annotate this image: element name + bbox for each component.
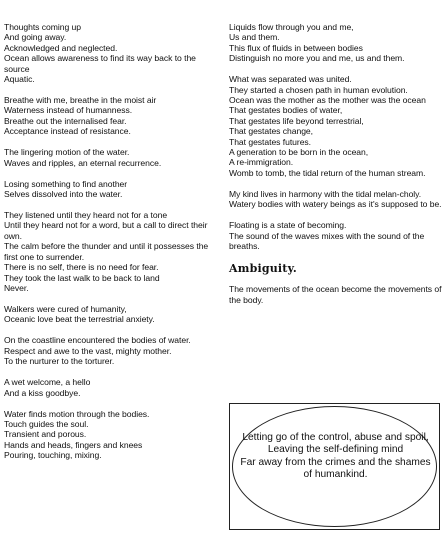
section-heading: Ambiguity. — [229, 262, 297, 276]
poem-line: Letting go of the control, abuse and spoil, — [242, 432, 429, 443]
stanza — [4, 377, 220, 398]
poem-line: They listened until they heard not for a tone — [4, 210, 168, 221]
poem-line: Transient and porous. — [4, 429, 87, 440]
poem-line: That gestates futures. — [229, 136, 312, 147]
poem-line: Waves and ripples, an eternal recurrence. — [4, 157, 162, 168]
poem-line: Never. — [4, 282, 29, 293]
stanza — [4, 95, 220, 137]
poem-line: My kind lives in harmony with the tidal melan-choly. — [229, 188, 422, 199]
poem-line: That gestates change, — [229, 126, 313, 137]
stanza — [229, 189, 442, 210]
stanza — [4, 335, 220, 366]
poem-line: Womb to tomb, the tidal return of the human stream. — [229, 167, 426, 178]
poem-line: Acceptance instead of resistance. — [4, 126, 131, 137]
poem-line: They took the last walk to be back to land — [4, 272, 160, 283]
poem-line: A re-immigration. — [229, 157, 294, 168]
stanza — [229, 220, 442, 251]
stanza — [4, 210, 220, 293]
poem-line: Losing something to find another — [4, 178, 128, 189]
poem-line: The calm before the thunder and until it possesses the first one to surrender. — [4, 241, 209, 262]
stanza — [229, 22, 442, 64]
poem-line: The lingering motion of the water. — [4, 147, 130, 158]
poem-line: A generation to be born in the ocean, — [229, 147, 369, 158]
quote-box — [229, 403, 440, 530]
poem-line: This flux of fluids in between bodies — [229, 42, 363, 53]
stanza — [229, 74, 442, 178]
quote-text — [240, 432, 431, 482]
poem-line: Pouring, touching, mixing. — [4, 450, 102, 461]
poem-line: Touch guides the soul. — [4, 418, 89, 429]
poem-line: Acknowledged and neglected. — [4, 42, 118, 53]
stanza — [4, 304, 220, 325]
poem-line: Breathe out the internalised fear. — [4, 115, 127, 126]
poem-line: They started a chosen path in human evolution. — [229, 84, 408, 95]
poem-line: Respect and awe to the vast, mighty mother. — [4, 345, 172, 356]
poem-line: Liquids flow through you and me, — [229, 22, 354, 32]
poem-line: That gestates bodies of water, — [229, 105, 343, 116]
poem-line: Floating is a state of becoming. — [229, 220, 347, 231]
poem-line: Oceanic love beat the terrestrial anxiety. — [4, 314, 155, 325]
poem-line: Selves dissolved into the water. — [4, 189, 123, 200]
poem-line: That gestates life beyond terrestrial, — [229, 115, 364, 126]
left-column — [4, 22, 220, 471]
poem-line: There is no self, there is no need for fear. — [4, 262, 159, 273]
poem-line: Watery bodies with watery beings as it's supposed to be. — [229, 199, 442, 210]
poem-line: Thoughts coming up — [4, 22, 81, 32]
poem-line: Ocean allows awareness to find its way back to the source — [4, 53, 196, 74]
right-stanzas — [229, 22, 442, 252]
poem-line: Waterness instead of humanness. — [4, 105, 133, 116]
poem-line: Water finds motion through the bodies. — [4, 408, 150, 419]
poem-line: Ocean was the mother as the mother was the ocean — [229, 95, 426, 106]
poem-line: The movements of the ocean become the movements of the body. — [229, 284, 442, 305]
poem-line: And a kiss goodbye. — [4, 387, 81, 398]
poem-line: Hands and heads, fingers and knees — [4, 439, 143, 450]
right-column — [229, 22, 442, 316]
poem-line: Aquatic. — [4, 74, 35, 85]
poem-line: The sound of the waves mixes with the sound of the breaths. — [229, 230, 425, 252]
stanza — [4, 179, 220, 200]
stanza — [4, 409, 220, 461]
poem-line: And going away. — [4, 32, 67, 43]
poem-line: A wet welcome, a hello — [4, 377, 91, 388]
poem-line: Distinguish no more you and me, us and them. — [229, 53, 405, 64]
poem-line: Until they heard not for a word, but a call to direct their own. — [4, 220, 208, 241]
after-heading-stanza — [229, 284, 442, 305]
poem-line: Breathe with me, breathe in the moist air — [4, 95, 157, 106]
poem-line: Far away from the crimes and the shames of humankind. — [240, 456, 431, 481]
poem-line: Us and them. — [229, 32, 280, 43]
stanza — [4, 147, 220, 168]
poem-line: Leaving the self-defining mind — [267, 444, 404, 456]
poem-line: On the coastline encountered the bodies of water. — [4, 335, 191, 346]
stanza — [4, 22, 220, 84]
poem-line: Walkers were cured of humanity, — [4, 303, 127, 314]
poem-line: To the nurturer to the torturer. — [4, 356, 115, 367]
poem-line: What was separated was united. — [229, 74, 352, 85]
